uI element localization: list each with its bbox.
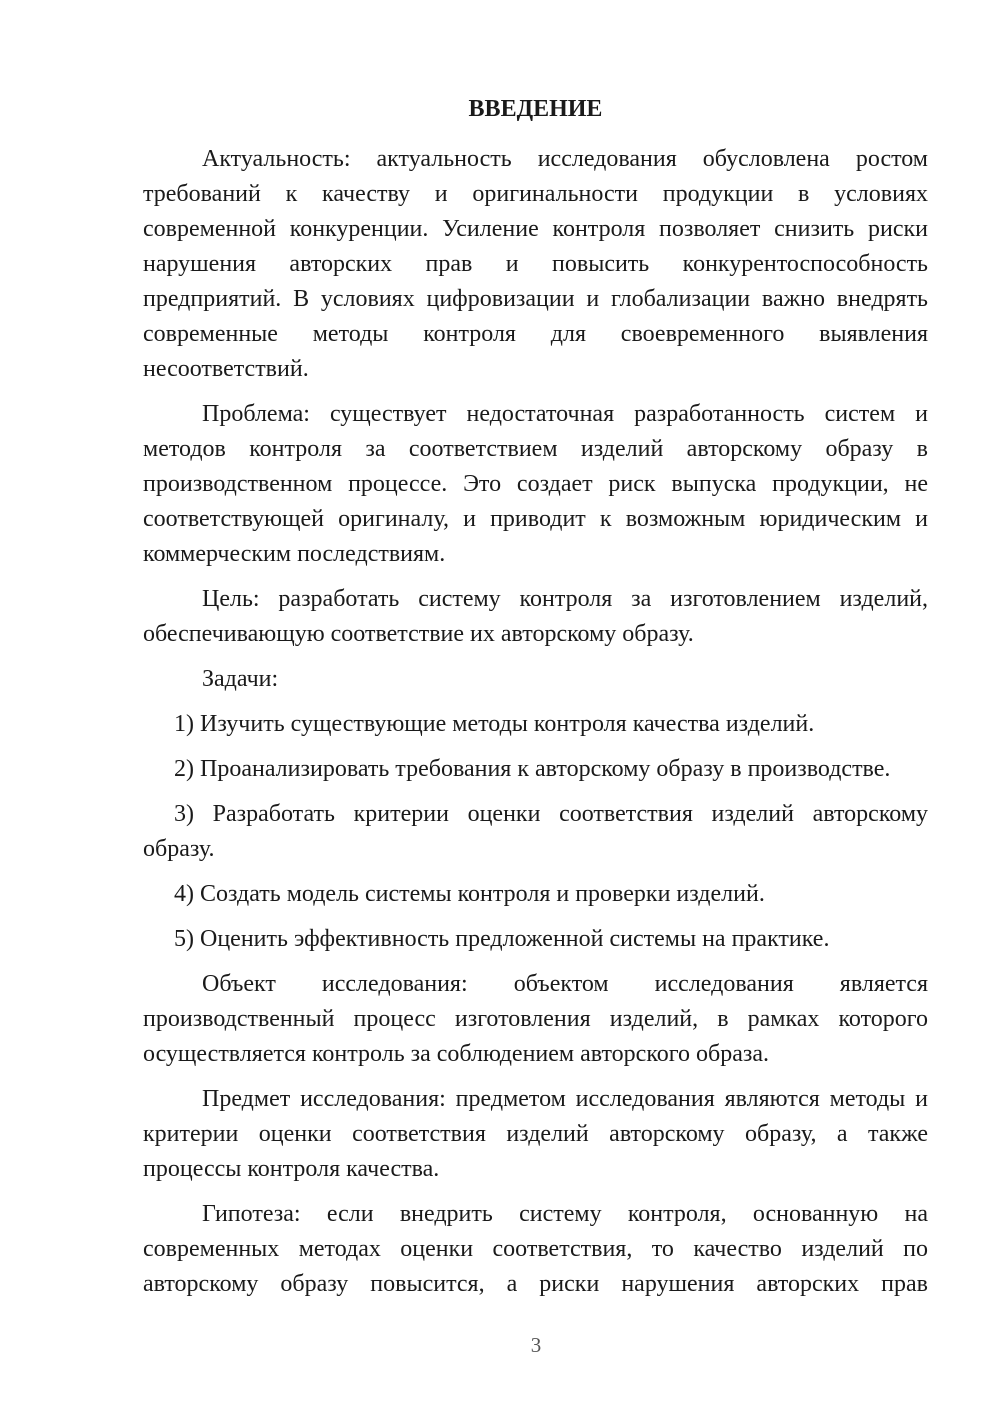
paragraph-hypothesis: Гипотеза: если внедрить систему контроля, основанную на современных методах оценки соответствия, то качество изделий по авторскому образу повысится, а риски нарушения авторских прав xyxy=(143,1201,928,1297)
task-item: 4) Создать модель системы контроля и проверки изделий. xyxy=(174,881,765,907)
task-item: 1) Изучить существующие методы контроля качества изделий. xyxy=(174,711,815,737)
paragraph-object: Объект исследования: объектом исследования является производственный процесс изготовления изделий, в рамках которого осуществляется контроль за соблюдением авторского образа. xyxy=(143,971,928,1067)
paragraph-goal: Цель: разработать систему контроля за изготовлением изделий, обеспечивающую соответствие их авторскому образу. xyxy=(143,586,928,647)
task-item: 3) Разработать критерии оценки соответствия изделий авторскому образу. xyxy=(143,801,928,862)
paragraph-problem: Проблема: существует недостаточная разработанность систем и методов контроля за соответствием изделий авторскому образу в производственном процессе. Это создает риск выпуска продукции, не соответствующей оригиналу, и приводит к возможным юридическим и коммерческим последствиям. xyxy=(143,401,928,567)
tasks-heading: Задачи: xyxy=(202,666,279,692)
task-item: 5) Оценить эффективность предложенной системы на практике. xyxy=(174,926,830,952)
paragraph-subject: Предмет исследования: предметом исследования являются методы и критерии оценки соответствия изделий авторскому образу, а также процессы контроля качества. xyxy=(143,1086,928,1182)
paragraph-relevance: Актуальность: актуальность исследования обусловлена ростом требований к качеству и оригинальности продукции в условиях современной конкуренции. Усиление контроля позволяет снизить риски нарушения авторских прав и повысить конкурентоспособность предприятий. В условиях цифровизации и глобализации важно внедрять современные методы контроля для своевременного выявления несоответствий. xyxy=(143,146,928,382)
page-number: 3 xyxy=(530,1333,542,1357)
section-heading: ВВЕДЕНИЕ xyxy=(468,96,603,122)
page-body xyxy=(143,92,928,1302)
task-item: 2) Проанализировать требования к авторскому образу в производстве. xyxy=(174,756,891,782)
